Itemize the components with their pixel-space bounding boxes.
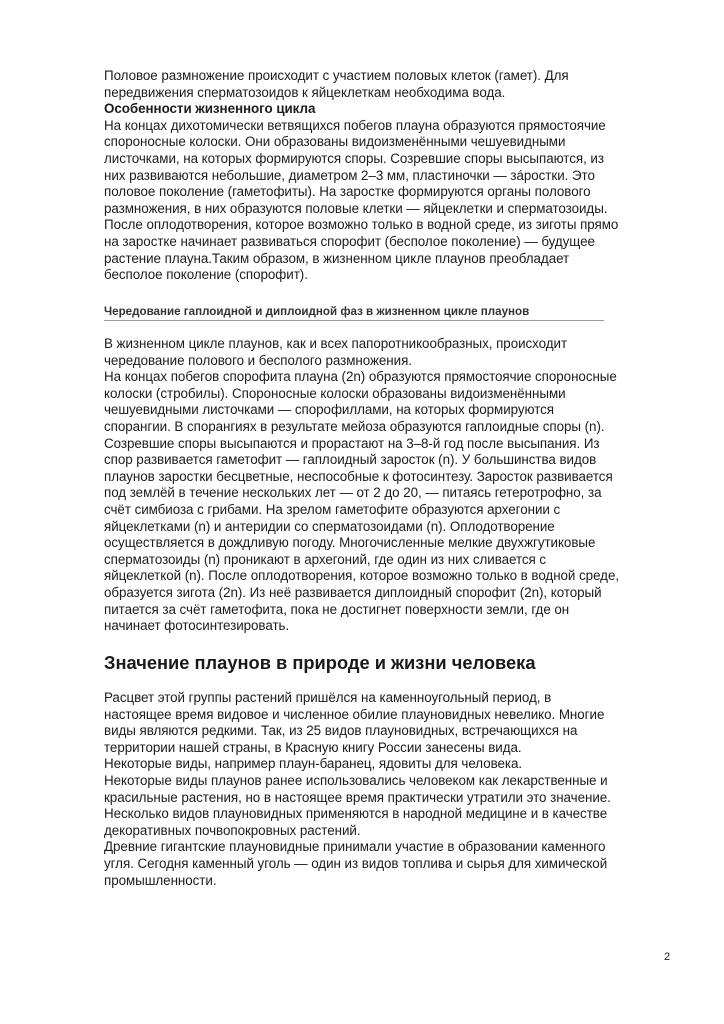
section-significance bbox=[104, 690, 684, 889]
text-line: Расцвет этой группы растений пришёлся на каменноугольный период, в bbox=[104, 690, 552, 705]
text-line: сперматозоиды (n) проникают в архегоний, где один из них сливается с bbox=[104, 551, 547, 567]
section-phase-alternation bbox=[104, 336, 684, 635]
section-reproduction bbox=[104, 68, 684, 284]
text-line: Несколько видов плауновидных применяются в народной медицине и в качестве bbox=[104, 806, 608, 822]
text-line: растение плауна.Таким образом, в жизненном цикле плаунов преобладает bbox=[104, 250, 570, 266]
text-line: под землёй в течение нескольких лет — от 2 до 20, — питаясь гетеротрофно, за bbox=[104, 485, 602, 501]
text-line: на заростке начинает развиваться спорофит (бесполое поколение) — будущее bbox=[104, 233, 595, 249]
text-line: красильные растения, но в настоящее время практически утратили это значение. bbox=[104, 789, 611, 805]
text-line: спороносные колоски. Они образованы видоизменёнными чешуевидными bbox=[104, 134, 566, 150]
text-line: чередование полового и бесполого размножения. bbox=[104, 352, 412, 368]
text-line: территории нашей страны, в Красную книгу России занесены вида. bbox=[104, 739, 522, 755]
text-line: яйцеклеткой (n). После оплодотворения, которое возможно только в водной среде, bbox=[104, 568, 620, 584]
text-line: яйцеклетками (n) и антеридии со сперматозоидами (n). Оплодотворение bbox=[104, 518, 555, 534]
text-line: колоски (стробилы). Спороносные колоски образованы видоизменёнными bbox=[104, 385, 566, 401]
page-number: 2 bbox=[664, 951, 671, 963]
text-line: спорангии. В спорангиях в результате мейоза образуются гаплоидные споры (n). bbox=[104, 418, 605, 434]
text-line: размножения, в них образуются половые клетки — яйцеклетки и сперматозоиды. bbox=[104, 200, 608, 216]
text-line: плаунов заростки бесцветные, неспособные к фотосинтезу. Заросток развивается bbox=[104, 468, 613, 484]
text-line: Созревшие споры высыпаются и прорастают на 3–8-й год после высыпания. Из bbox=[104, 435, 600, 451]
text-line: спор развивается гаметофит — гаплоидный заросток (n). У большинства видов bbox=[104, 452, 597, 468]
text-line: образуется зигота (2n). Из неё развивается диплоидный спорофит (2n), который bbox=[104, 584, 602, 600]
text-line: Некоторые виды, например плаун-баранец, ядовиты для человека. bbox=[104, 756, 523, 772]
section-heading-life-cycle: Особенности жизненного цикла bbox=[104, 101, 316, 117]
text-line: настоящее время видовое и численное обилие плауновидных невелико. Многие bbox=[104, 706, 605, 722]
text-line: виды являются редкими. Так, из 25 видов плауновидных, встречающихся на bbox=[104, 723, 578, 739]
text-line: осуществляется в дождливую погоду. Многочисленные мелкие двухжгутиковые bbox=[104, 535, 596, 551]
text-line: угля. Сегодня каменный уголь — один из видов топлива и сырья для химической bbox=[104, 855, 608, 871]
text-line: чешуевидными листочками — спорофиллами, на которых формируются bbox=[104, 402, 555, 418]
text-line: На концах побегов спорофита плауна (2n) образуются прямостоячие спороносные bbox=[104, 369, 617, 385]
text-line: промышленности. bbox=[104, 872, 217, 888]
text-line: счёт симбиоза с грибами. На зрелом гаметофите образуются архегонии с bbox=[104, 501, 561, 517]
text-line: После оплодотворения, которое возможно только в водной среде, из зиготы прямо bbox=[104, 217, 619, 233]
text-line: Древние гигантские плауновидные принимали участие в образовании каменного bbox=[104, 839, 606, 855]
text-line: В жизненном цикле плаунов, как и всех папоротникообразных, происходит bbox=[104, 336, 568, 351]
text-line: Некоторые виды плаунов ранее использовались человеком как лекарственные и bbox=[104, 772, 608, 788]
text-line: начинает фотосинтезировать. bbox=[104, 618, 290, 634]
text-line: них развиваются небольшие, диаметром 2–3 мм, пластиночки — зáростки. Это bbox=[104, 167, 595, 183]
text-line: листочками, на которых формируются споры. Созревшие споры высыпаются, из bbox=[104, 150, 604, 166]
subheading-phase-alternation: Чередование гаплоидной и диплоидной фаз в жизненном цикле плаунов bbox=[104, 305, 604, 321]
text-line: питается за счёт гаметофита, пока не достигнет поверхности земли, где он bbox=[104, 601, 570, 617]
heading-significance: Значение плаунов в природе и жизни человека bbox=[104, 652, 536, 673]
text-line: Половое размножение происходит с участием половых клеток (гамет). Для bbox=[104, 68, 569, 83]
text-line: На концах дихотомически ветвящихся побегов плауна образуются прямостоячие bbox=[104, 117, 606, 133]
text-line: передвижения сперматозоидов к яйцеклеткам необходима вода. bbox=[104, 84, 506, 100]
text-line: половое поколение (гаметофиты). На заростке формируются органы полового bbox=[104, 184, 591, 200]
text-line: декоративных почвопокровных растений. bbox=[104, 822, 361, 838]
text-line: бесполое поколение (спорофит). bbox=[104, 267, 308, 283]
